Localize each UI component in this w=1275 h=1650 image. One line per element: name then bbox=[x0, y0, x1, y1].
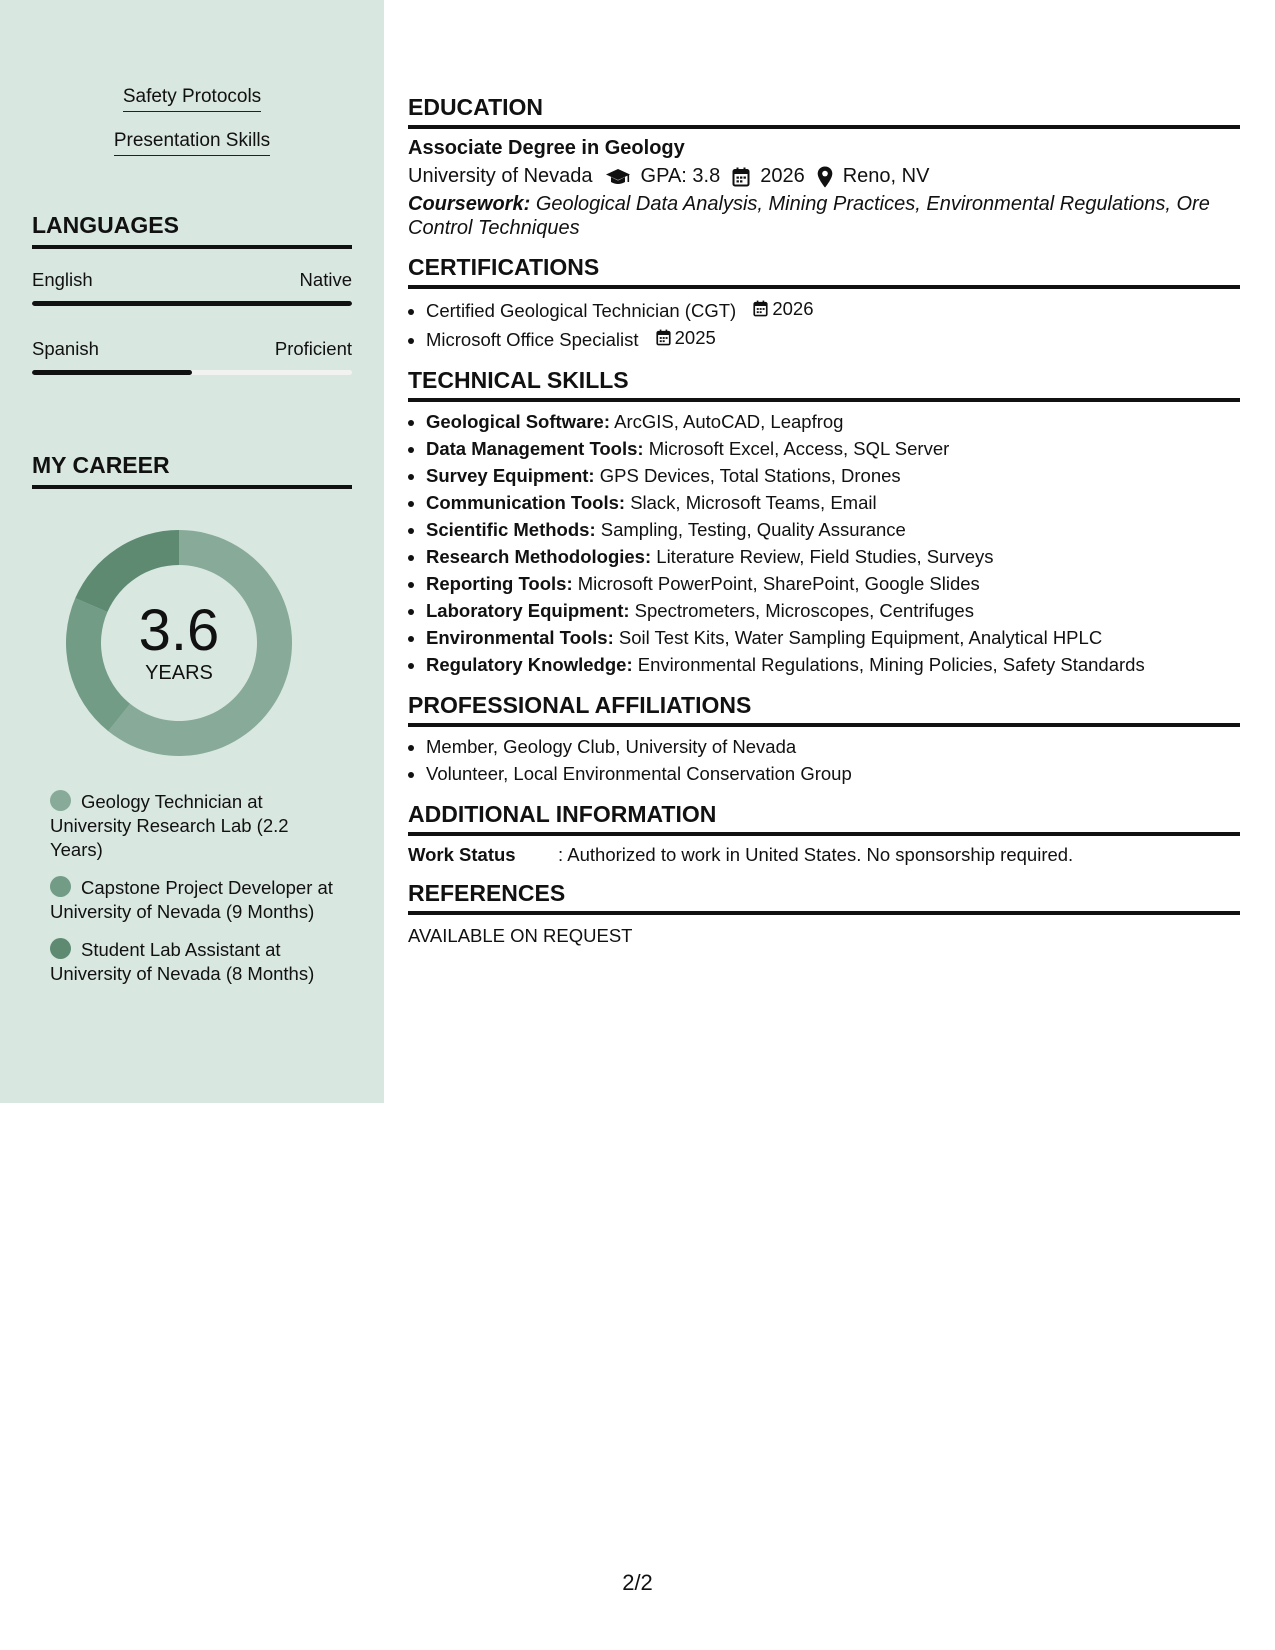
career-legend-item bbox=[50, 938, 340, 986]
legend-dot-icon bbox=[50, 938, 71, 959]
map-pin-icon bbox=[817, 166, 833, 188]
certification-name: Certified Geological Technician (CGT) bbox=[426, 300, 737, 321]
language-name: English bbox=[32, 269, 93, 290]
certification-name: Microsoft Office Specialist bbox=[426, 329, 639, 350]
certifications-section bbox=[408, 254, 1240, 353]
list-item bbox=[426, 435, 1240, 462]
skill-value: Microsoft PowerPoint, SharePoint, Google Slides bbox=[577, 573, 980, 594]
work-status-row bbox=[408, 844, 1240, 866]
skill-value: Sampling, Testing, Quality Assurance bbox=[600, 519, 906, 540]
technical-skills-list bbox=[408, 408, 1240, 678]
career-legend-label: Capstone Project Developer at University of Nevada (9 Months) bbox=[50, 877, 333, 922]
additional-info-heading: ADDITIONAL INFORMATION bbox=[408, 801, 1240, 836]
coursework-value: Geological Data Analysis, Mining Practices, Environmental Regulations, Ore Control Techniques bbox=[408, 193, 1210, 239]
skill-label: Laboratory Equipment: bbox=[426, 600, 630, 621]
career-legend bbox=[50, 790, 340, 1000]
language-row bbox=[32, 269, 352, 291]
education-gpa: GPA: 3.8 bbox=[640, 165, 721, 187]
language-proficiency-fill bbox=[32, 370, 192, 375]
education-meta bbox=[408, 165, 1240, 188]
list-item: • Volunteer, Local Environmental Conservation Group bbox=[426, 760, 1240, 787]
sidebar bbox=[0, 0, 384, 1103]
skill-value: Environmental Regulations, Mining Policies, Safety Standards bbox=[637, 654, 1145, 675]
work-status-value: : Authorized to work in United States. No sponsorship required. bbox=[558, 844, 1074, 865]
education-degree: Associate Degree in Geology bbox=[408, 137, 685, 159]
education-location: Reno, NV bbox=[842, 165, 930, 187]
skill-value: Literature Review, Field Studies, Surveys bbox=[656, 546, 994, 567]
skill-value: Soil Test Kits, Water Sampling Equipment, Analytical HPLC bbox=[618, 627, 1103, 648]
skill-label: Environmental Tools: bbox=[426, 627, 614, 648]
list-item: • Member, Geology Club, University of Nevada bbox=[426, 733, 1240, 760]
certification-date bbox=[753, 295, 813, 322]
references-heading: REFERENCES bbox=[408, 880, 1240, 915]
coursework-label: Coursework: bbox=[408, 193, 531, 215]
additional-info-section bbox=[408, 801, 1240, 866]
skill-tag: Safety Protocols bbox=[123, 86, 261, 112]
career-legend-item bbox=[50, 790, 340, 862]
language-proficiency-bar bbox=[32, 301, 352, 306]
work-status-label: Work Status bbox=[408, 844, 516, 865]
list-item bbox=[426, 597, 1240, 624]
list-item bbox=[426, 462, 1240, 489]
affiliations-heading: PROFESSIONAL AFFILIATIONS bbox=[408, 692, 1240, 727]
certifications-list bbox=[408, 295, 1240, 353]
language-level: Proficient bbox=[274, 338, 352, 359]
career-total-value: 3.6 bbox=[138, 598, 220, 663]
list-item bbox=[426, 324, 1240, 353]
skill-label: Survey Equipment: bbox=[426, 465, 595, 486]
affiliations-section bbox=[408, 692, 1240, 787]
career-total bbox=[66, 600, 292, 685]
calendar-icon bbox=[732, 167, 750, 187]
education-school: University of Nevada bbox=[408, 165, 593, 187]
list-item bbox=[426, 408, 1240, 435]
certification-date bbox=[656, 324, 716, 351]
career-legend-label: Geology Technician at University Research Lab (2.2 Years) bbox=[50, 791, 289, 860]
career-legend-label: Student Lab Assistant at University of Nevada (8 Months) bbox=[50, 939, 315, 984]
affiliations-list bbox=[408, 733, 1240, 787]
list-item bbox=[426, 651, 1240, 678]
skill-value: Slack, Microsoft Teams, Email bbox=[630, 492, 877, 513]
references-text: AVAILABLE ON REQUEST bbox=[408, 925, 633, 946]
skill-label: Geological Software: bbox=[426, 411, 611, 432]
languages-heading: LANGUAGES bbox=[32, 212, 352, 249]
language-proficiency-bar bbox=[32, 370, 352, 375]
skill-tags bbox=[0, 86, 384, 174]
education-coursework bbox=[408, 192, 1240, 240]
list-item bbox=[426, 489, 1240, 516]
graduation-cap-icon bbox=[605, 167, 631, 187]
calendar-icon bbox=[656, 329, 671, 346]
language-level: Native bbox=[299, 269, 352, 290]
list-item bbox=[426, 624, 1240, 651]
legend-dot-icon bbox=[50, 876, 71, 897]
technical-skills-section bbox=[408, 367, 1240, 678]
legend-dot-icon bbox=[50, 790, 71, 811]
skill-value: ArcGIS, AutoCAD, Leapfrog bbox=[614, 411, 844, 432]
skill-value: Spectrometers, Microscopes, Centrifuges bbox=[634, 600, 974, 621]
skill-label: Reporting Tools: bbox=[426, 573, 573, 594]
skill-tag: Presentation Skills bbox=[114, 130, 270, 156]
certification-year: 2026 bbox=[772, 298, 814, 319]
education-heading: EDUCATION bbox=[408, 94, 1240, 129]
references-section bbox=[408, 880, 1240, 947]
skill-label: Scientific Methods: bbox=[426, 519, 596, 540]
technical-skills-heading: TECHNICAL SKILLS bbox=[408, 367, 1240, 402]
main-content bbox=[408, 94, 1240, 947]
career-total-unit: YEARS bbox=[145, 662, 213, 684]
career-heading: MY CAREER bbox=[32, 452, 352, 489]
calendar-icon bbox=[753, 300, 768, 317]
skill-label: Regulatory Knowledge: bbox=[426, 654, 633, 675]
certifications-heading: CERTIFICATIONS bbox=[408, 254, 1240, 289]
list-item bbox=[426, 516, 1240, 543]
career-legend-item bbox=[50, 876, 340, 924]
language-name: Spanish bbox=[32, 338, 99, 359]
certification-year: 2025 bbox=[674, 327, 716, 348]
list-item bbox=[426, 295, 1240, 324]
skill-label: Communication Tools: bbox=[426, 492, 626, 513]
language-proficiency-fill bbox=[32, 301, 352, 306]
language-row bbox=[32, 338, 352, 360]
skill-value: GPS Devices, Total Stations, Drones bbox=[599, 465, 901, 486]
education-year: 2026 bbox=[760, 165, 805, 187]
page-number: 2/2 bbox=[622, 1570, 653, 1595]
list-item bbox=[426, 543, 1240, 570]
list-item bbox=[426, 570, 1240, 597]
skill-value: Microsoft Excel, Access, SQL Server bbox=[648, 438, 950, 459]
education-section bbox=[408, 94, 1240, 240]
skill-label: Data Management Tools: bbox=[426, 438, 644, 459]
skill-label: Research Methodologies: bbox=[426, 546, 652, 567]
